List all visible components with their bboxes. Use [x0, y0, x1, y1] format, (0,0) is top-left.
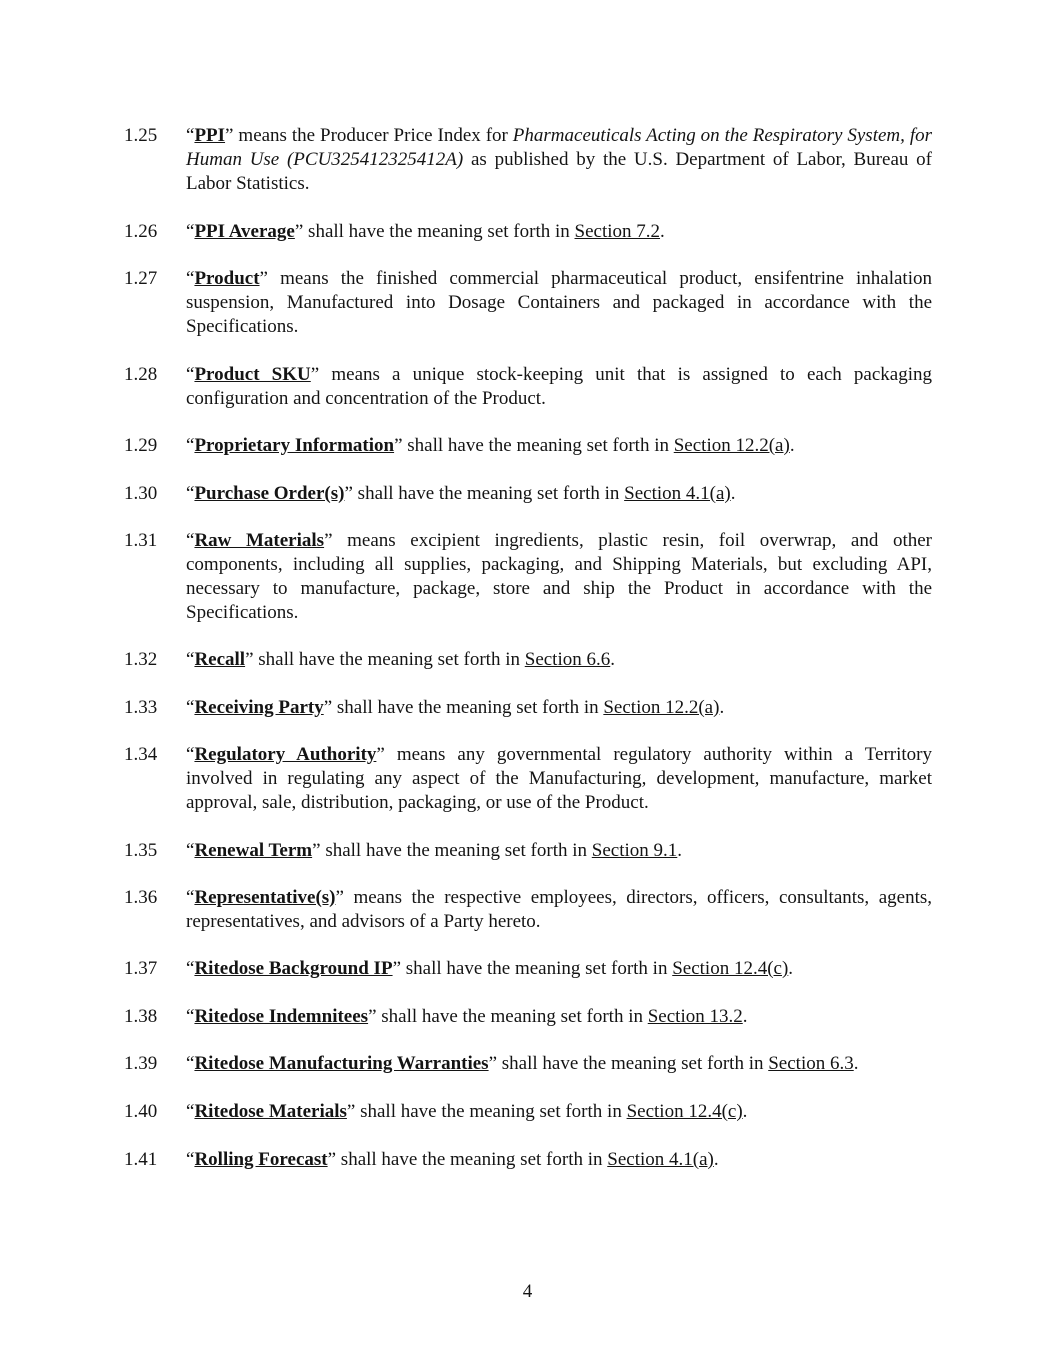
defined-term: Product SKU [194, 364, 311, 385]
defined-term: Product [194, 268, 260, 289]
definition-text: shall have the meaning set forth in [303, 221, 575, 242]
definition-number: 1.28 [124, 364, 158, 385]
definition-text: shall have the meaning set forth in [352, 483, 625, 504]
definition-text: means the Producer Price Index for [233, 125, 513, 146]
defined-term: Ritedose Materials [194, 1101, 347, 1122]
definition-text: means excipient ingredients, plastic resin, foil overwrap, and other components, including all supplies, packaging, and Shipping Materials, but excluding API, necessary to manufacture, package, store and ship the Product in accordance with the Specifications. [186, 530, 932, 623]
definition-item [124, 1100, 932, 1124]
definition-body: “Receiving Party” shall have the meaning set forth in Section 12.2(a). [186, 697, 725, 718]
defined-term: Ritedose Background IP [194, 958, 393, 979]
definition-end: . [660, 221, 665, 242]
definition-body: “Proprietary Information” shall have the meaning set forth in Section 12.2(a). [186, 435, 795, 456]
definition-body: “Product SKU” means a unique stock-keeping unit that is assigned to each packaging configuration and concentration of the Product. [186, 364, 932, 409]
definition-text: means a unique stock-keeping unit that is assigned to each packaging configuration and concentration of the Product. [186, 364, 932, 409]
definition-end: . [789, 435, 795, 456]
definition-item [124, 1148, 932, 1172]
page-number: 4 [522, 1281, 533, 1302]
definition-item [124, 267, 932, 339]
definition-item [124, 363, 932, 411]
section-reference: Section 12.2(a) [673, 435, 790, 456]
section-reference: Section 4.1(a) [607, 1149, 714, 1170]
section-reference: Section 12.2(a) [603, 697, 720, 718]
defined-term: PPI Average [194, 221, 295, 242]
definition-item [124, 648, 932, 672]
definition-body: “Renewal Term” shall have the meaning set forth in Section 9.1. [186, 840, 683, 861]
defined-term: Ritedose Manufacturing Warranties [194, 1053, 489, 1074]
definition-body: “Raw Materials” means excipient ingredients, plastic resin, foil overwrap, and other components, including all supplies, packaging, and Shipping Materials, but excluding API, necessary to manufacture, package, store and ship the Product in accordance with the Specifications. [186, 530, 932, 623]
definition-end: . [742, 1101, 748, 1122]
definition-item [124, 529, 932, 625]
definition-item [124, 124, 932, 196]
definition-body: “Recall” shall have the meaning set forth in Section 6.6. [186, 649, 615, 670]
definition-text: shall have the meaning set forth in [332, 697, 604, 718]
definition-item [124, 743, 932, 815]
section-reference: Section 4.1(a) [624, 483, 731, 504]
definition-text: shall have the meaning set forth in [355, 1101, 627, 1122]
definition-number: 1.36 [124, 887, 158, 908]
definition-body: “Rolling Forecast” shall have the meaning set forth in Section 4.1(a). [186, 1149, 719, 1170]
definition-text: means any governmental regulatory authority within a Territory involved in regulating any aspect of the Manufacturing, development, manufacture, market approval, sale, distribution, packaging, or use of the Product. [186, 744, 932, 813]
definition-body: “Ritedose Background IP” shall have the meaning set forth in Section 12.4(c). [186, 958, 794, 979]
defined-term: Raw Materials [194, 530, 325, 551]
section-reference: Section 6.3 [768, 1053, 854, 1074]
definition-body: “Purchase Order(s)” shall have the meaning set forth in Section 4.1(a). [186, 483, 736, 504]
definition-text: shall have the meaning set forth in [497, 1053, 769, 1074]
definition-number: 1.34 [124, 744, 158, 765]
defined-term: Representative(s) [194, 887, 336, 908]
definition-end: . [713, 1149, 719, 1170]
definition-item [124, 886, 932, 934]
definition-end: . [742, 1006, 748, 1027]
definition-body: “Ritedose Materials” shall have the meaning set forth in Section 12.4(c). [186, 1101, 748, 1122]
definition-end: . [788, 958, 794, 979]
defined-term: Renewal Term [194, 840, 313, 861]
definition-end: . [677, 840, 683, 861]
defined-term: Proprietary Information [194, 435, 395, 456]
defined-term: Regulatory Authority [194, 744, 377, 765]
definition-text: shall have the meaning set forth in [320, 840, 592, 861]
definition-item [124, 839, 932, 863]
section-reference: Section 12.4(c) [672, 958, 789, 979]
definition-body: “Product” means the finished commercial pharmaceutical product, ensifentrine inhalation suspension, Manufactured into Dosage Containers and packaged in accordance with the Specifications. [186, 268, 932, 337]
definition-item [124, 696, 932, 720]
defined-term: Purchase Order(s) [194, 483, 345, 504]
section-reference: Section 7.2 [574, 221, 661, 242]
definition-number: 1.35 [124, 840, 158, 861]
defined-term: Receiving Party [194, 697, 324, 718]
definition-body: “Regulatory Authority” means any governmental regulatory authority within a Territory involved in regulating any aspect of the Manufacturing, development, manufacture, market approval, sale, distribution, packaging, or use of the Product. [186, 744, 932, 813]
definition-number: 1.40 [124, 1101, 158, 1122]
definition-italic-text: Pharmaceuticals Acting on the Respiratory System, for Human Use (PCU325412325412A) [186, 125, 932, 170]
definition-body: “Ritedose Manufacturing Warranties” shall have the meaning set forth in Section 6.3. [186, 1053, 859, 1074]
definition-body: “PPI” means the Producer Price Index for Pharmaceuticals Acting on the Respiratory System, for Human Use (PCU325412325412A) as published by the U.S. Department of Labor, Bureau of Labor Statistics. [186, 125, 932, 194]
definition-text: shall have the meaning set forth in [402, 435, 674, 456]
definition-number: 1.31 [124, 530, 158, 551]
definition-number: 1.39 [124, 1053, 158, 1074]
definition-body: “PPI Average” shall have the meaning set forth in Section 7.2. [186, 221, 665, 242]
definition-end: . [719, 697, 725, 718]
definition-end: . [730, 483, 736, 504]
definition-number: 1.30 [124, 483, 158, 504]
definition-number: 1.33 [124, 697, 158, 718]
section-reference: Section 9.1 [591, 840, 678, 861]
definition-number: 1.32 [124, 649, 158, 670]
definition-body: “Representative(s)” means the respective employees, directors, officers, consultants, agents, representatives, and advisors of a Party hereto. [186, 887, 932, 932]
definition-text: shall have the meaning set forth in [401, 958, 673, 979]
definition-text: shall have the meaning set forth in [376, 1006, 648, 1027]
definition-number: 1.25 [124, 125, 158, 146]
definition-end: . [610, 649, 615, 670]
definition-number: 1.27 [124, 268, 158, 289]
definition-number: 1.38 [124, 1006, 158, 1027]
definition-item [124, 1052, 932, 1076]
definition-text: means the respective employees, directors, officers, consultants, agents, representatives, and advisors of a Party hereto. [186, 887, 932, 932]
section-reference: Section 12.4(c) [626, 1101, 743, 1122]
definition-number: 1.37 [124, 958, 158, 979]
definition-body: “Ritedose Indemnitees” shall have the meaning set forth in Section 13.2. [186, 1006, 748, 1027]
defined-term: Recall [194, 649, 246, 670]
defined-term: Ritedose Indemnitees [194, 1006, 369, 1027]
definition-number: 1.26 [124, 221, 158, 242]
definition-item [124, 434, 932, 458]
definition-item [124, 220, 932, 244]
definition-number: 1.29 [124, 435, 158, 456]
definition-text: shall have the meaning set forth in [253, 649, 525, 670]
definition-text: means the finished commercial pharmaceutical product, ensifentrine inhalation suspension, Manufactured into Dosage Containers and packaged in accordance with the Specifications. [186, 268, 932, 337]
definition-text: as published by the U.S. Department of Labor, Bureau of Labor Statistics. [186, 149, 932, 194]
definition-number: 1.41 [124, 1149, 158, 1170]
definition-item [124, 1005, 932, 1029]
defined-term: PPI [194, 125, 226, 146]
section-reference: Section 13.2 [647, 1006, 743, 1027]
definition-end: . [853, 1053, 859, 1074]
section-reference: Section 6.6 [524, 649, 611, 670]
definition-item [124, 957, 932, 981]
definition-item [124, 482, 932, 506]
definition-text: shall have the meaning set forth in [336, 1149, 608, 1170]
defined-term: Rolling Forecast [194, 1149, 328, 1170]
